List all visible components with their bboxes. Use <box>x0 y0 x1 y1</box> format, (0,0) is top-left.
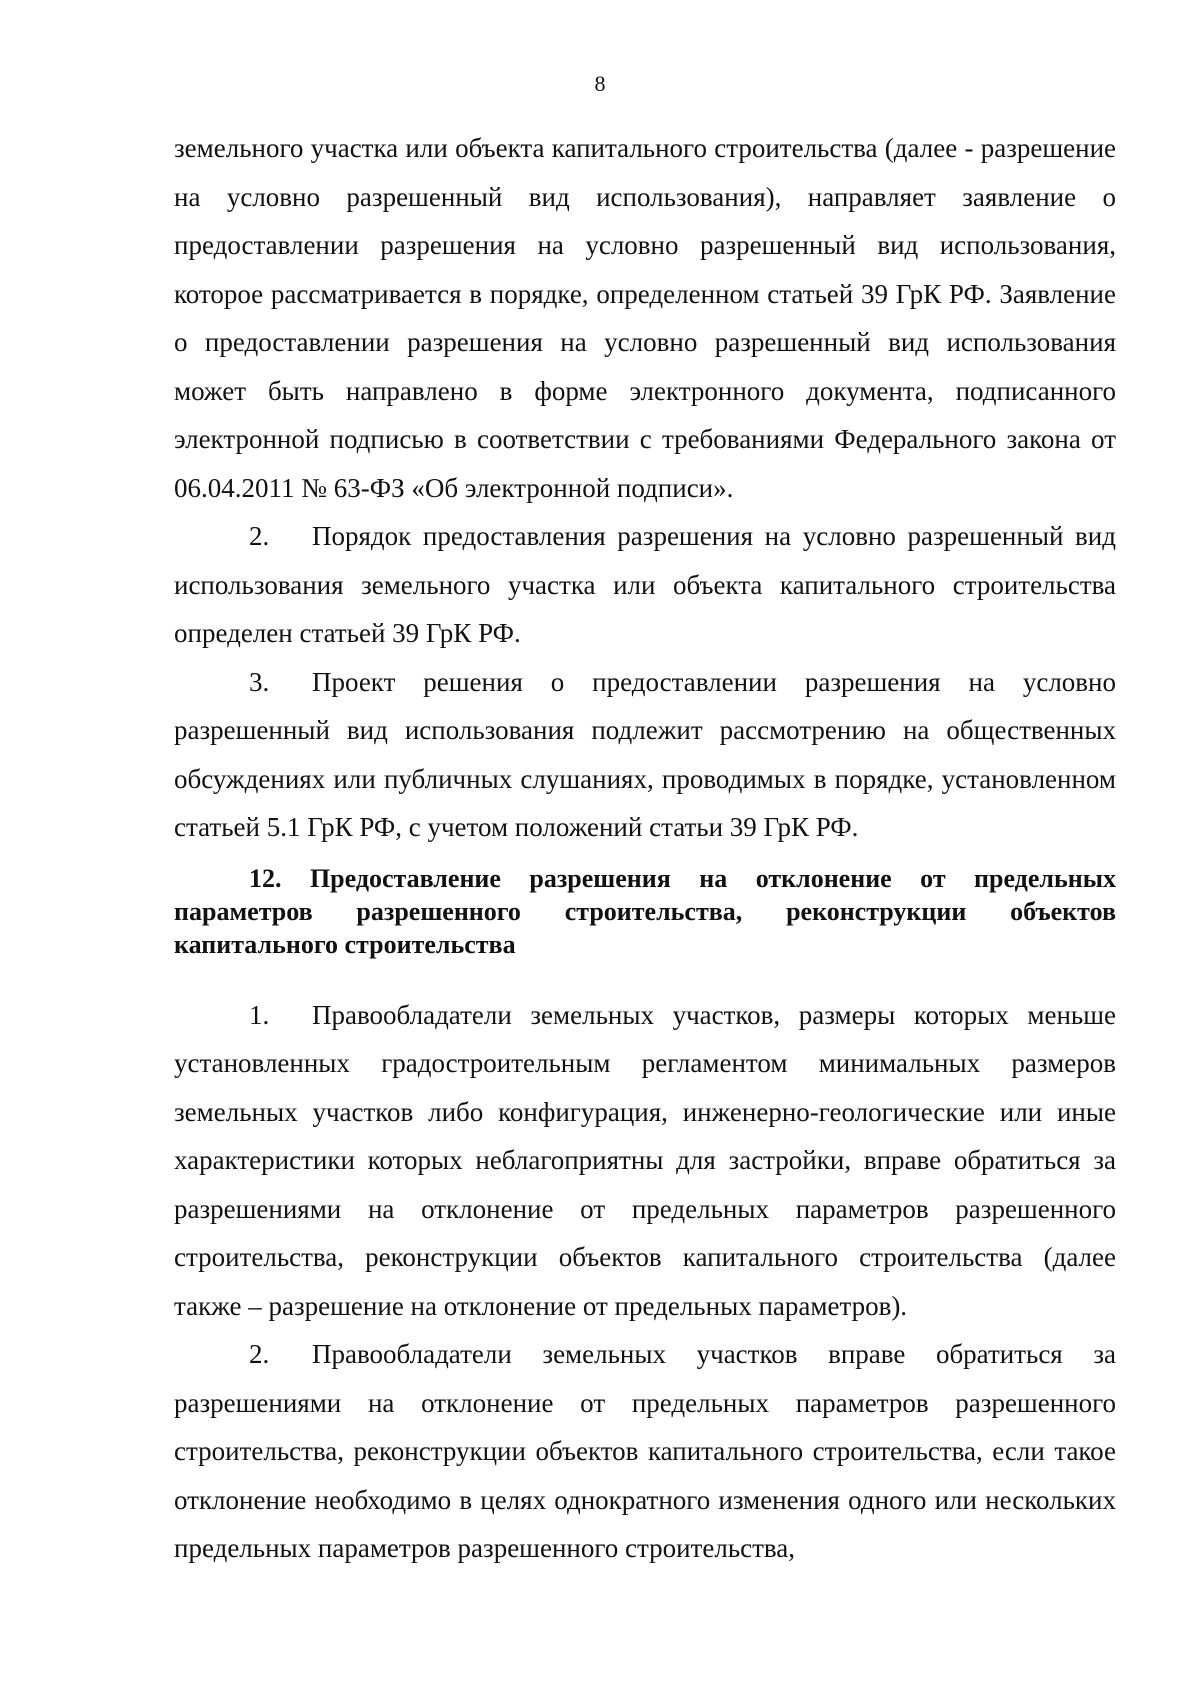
item-number: 2. <box>249 1339 270 1369</box>
item-number: 1. <box>249 999 270 1030</box>
section-12-item-2 <box>174 1330 1116 1573</box>
item-text: Правообладатели земельных участков, размеры которых меньше установленных градостроительным регламентом минимальных размеров земельных участков либо конфигурация, инженерно-геологические или иные характеристики которых неблагоприятны для застройки, вправе обратиться за разрешениями на отклонение от предельных параметров разрешенного строительства, реконструкции объектов капитального строительства (далее также – разрешение на отклонение от предельных параметров). <box>174 999 1116 1321</box>
page-content <box>174 124 1116 1573</box>
paragraph-continuation: земельного участка или объекта капитального строительства (далее - разрешение на условно разрешенный вид использования), направляет заявление о предоставлении разрешения на условно разрешенный вид использования, которое рассматривается в порядке, определенном статьей 39 ГрК РФ. Заявление о предоставлении разрешения на условно разрешенный вид использования может быть направлено в форме электронного документа, подписанного электронной подписью в соответствии с требованиями Федерального закона от 06.04.2011 № 63-ФЗ «Об электронной подписи». <box>174 133 1116 503</box>
item-text: Проект решения о предоставлении разрешения на условно разрешенный вид использования подлежит рассмотрению на общественных обсуждениях или публичных слушаниях, проводимых в порядке, установленном статьей 5.1 ГрК РФ, с учетом положений статьи 39 ГрК РФ. <box>174 666 1116 842</box>
item-text: Порядок предоставления разрешения на условно разрешенный вид использования земельного участка или объекта капитального строительства определен статьей 39 ГрК РФ. <box>174 521 1116 648</box>
paragraph-item-2 <box>174 512 1116 658</box>
page-number: 8 <box>594 71 606 96</box>
section-12-heading: 12. Предоставление разрешения на отклонение от предельных параметров разрешенного строительства, реконструкции объектов капитального строительства <box>174 863 1116 959</box>
section-12-item-1 <box>174 991 1116 1331</box>
item-number: 3. <box>249 666 270 697</box>
item-text: Правообладатели земельных участков вправе обратиться за разрешениями на отклонение от предельных параметров разрешенного строительства, реконструкции объектов капитального строительства, если такое отклонение необходимо в целях однократного изменения одного или нескольких предельных параметров разрешенного строительства, <box>174 1339 1116 1563</box>
item-number: 2. <box>249 521 270 551</box>
paragraph-item-3 <box>174 658 1116 852</box>
